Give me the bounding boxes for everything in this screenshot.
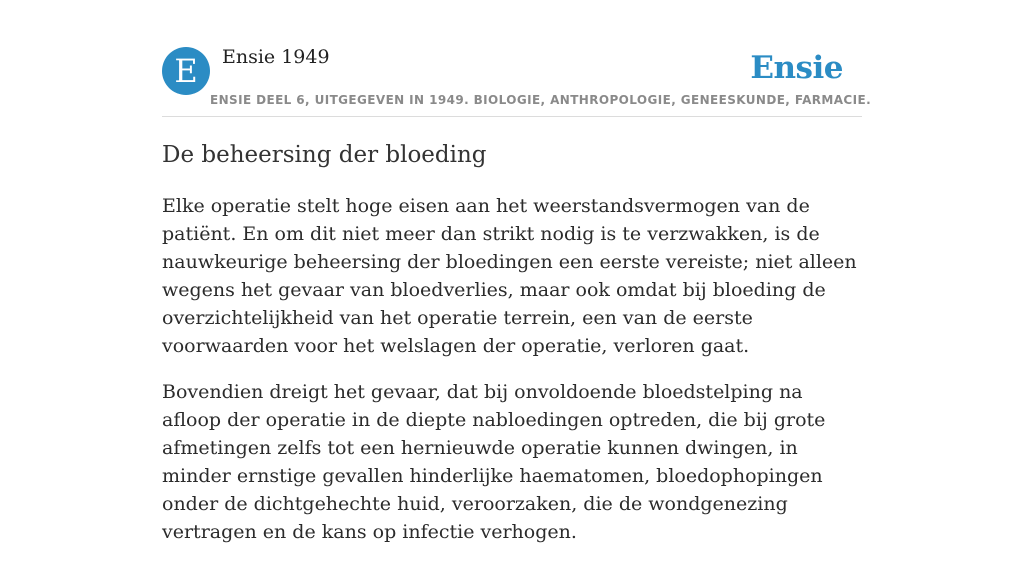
site-header bbox=[162, 46, 872, 117]
article-title: De beheersing der bloeding bbox=[162, 142, 487, 168]
site-logo[interactable]: E bbox=[162, 47, 210, 95]
brand-logo[interactable]: Ensie bbox=[750, 50, 843, 86]
site-name[interactable]: Ensie 1949 bbox=[222, 46, 330, 68]
article bbox=[162, 140, 862, 564]
article-paragraph: Elke operatie stelt hoge eisen aan het weerstandsvermogen van de patiënt. En om dit niet meer dan strikt nodig is te verzwakken, is de nauwkeurige beheersing der bloedingen een eerste vereiste; niet alleen wegens het gevaar van bloedverlies, maar ook omdat bij bloeding de overzichtelijkheid van het operatie terrein, een van de eerste voorwaarden voor het welslagen der operatie, verloren gaat. bbox=[162, 195, 857, 357]
article-paragraph: Bovendien dreigt het gevaar, dat bij onvoldoende bloedstelping na afloop der operatie in de diepte nabloedingen optreden, die bij grote afmetingen zelfs tot een hernieuwde operatie kunnen dwingen, in minder ernstige gevallen hinderlijke haematomen, bloedophopingen onder de dichtgehechte huid, veroorzaken, die de wondgenezing vertragen en de kans op infectie verhogen. bbox=[162, 381, 826, 543]
volume-subtitle: ENSIE DEEL 6, UITGEGEVEN IN 1949. BIOLOGIE, ANTHROPOLOGIE, GENEESKUNDE, FARMACIE. bbox=[210, 93, 872, 107]
